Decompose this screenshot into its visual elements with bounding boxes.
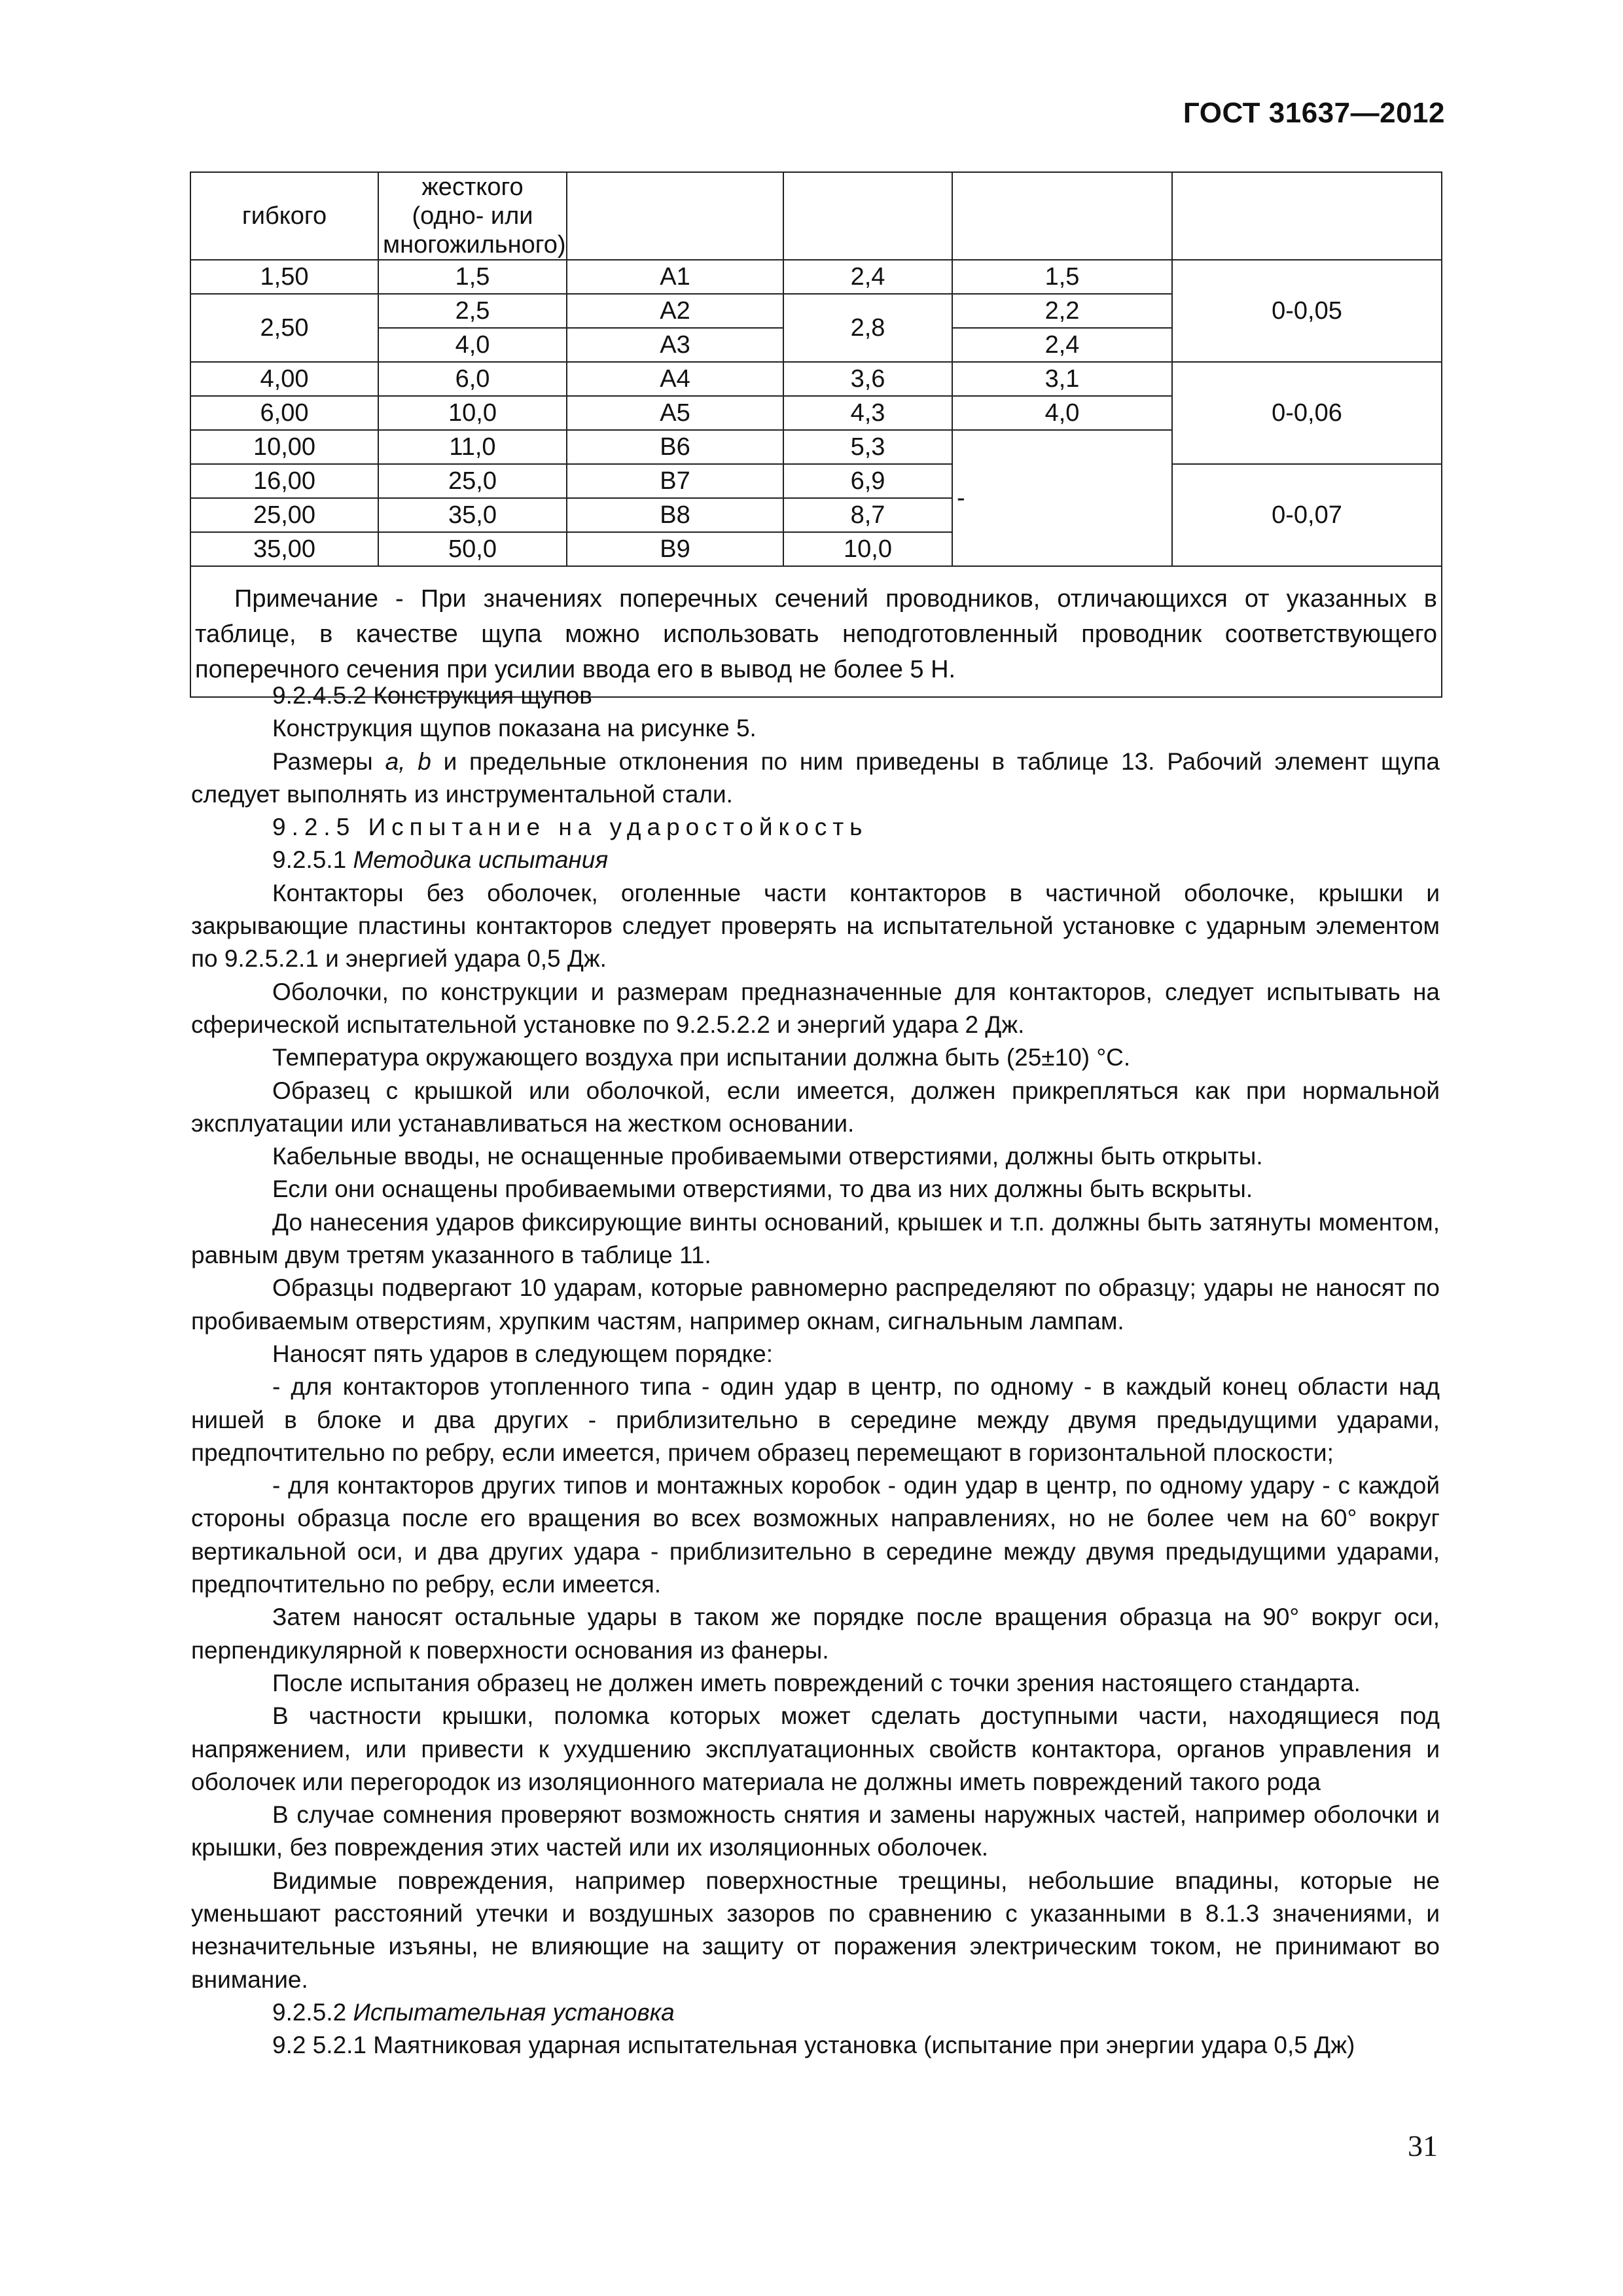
paragraph: - для контакторов утопленного типа - один удар в центр, по одному - в каждый конец области над нишей в блоке и два других - приблизительно в середине между двумя предыдущими ударами, предпочтительно по ребру, если имеется, причем образец перемещают в горизонтальной плоскости; <box>191 1373 1440 1466</box>
header-empty <box>1172 172 1442 260</box>
tolerance-cell: 0-0,06 <box>1172 362 1442 464</box>
table-cell: В9 <box>567 532 783 566</box>
subsection-heading <box>191 1996 1440 2029</box>
subsection-heading <box>191 844 1440 876</box>
table-cell: 6,00 <box>190 396 378 430</box>
paragraph: Контакторы без оболочек, оголенные части контакторов в частичной оболочке, крышки и закрывающие пластины контакторов следует проверять на испытательной установке с ударным элементом по 9.2.5.2.1 и энергией удара 0,5 Дж. <box>191 879 1440 973</box>
table-cell: 10,00 <box>190 430 378 464</box>
dash-cell: - <box>952 430 1172 566</box>
table-cell: 2,8 <box>783 294 952 362</box>
header-empty <box>567 172 783 260</box>
table-cell: 4,0 <box>378 328 567 362</box>
tolerance-cell: 0-0,05 <box>1172 260 1442 362</box>
table-cell: 10,0 <box>378 396 567 430</box>
table-cell: 1,50 <box>190 260 378 294</box>
italic-text: Испытательная установка <box>353 1998 675 2026</box>
document-body <box>191 679 1440 2062</box>
table-row <box>190 260 1442 294</box>
table-cell: 35,00 <box>190 532 378 566</box>
table-cell: В6 <box>567 430 783 464</box>
paragraph: Видимые повреждения, например поверхностные трещины, небольшие впадины, которые не уменьшают расстояний утечки и воздушных зазоров по сравнению с указанными в 8.1.3 значениями, и незначительные изъяны, не влияющие на защиту от поражения электрическим током, не принимают во внимание. <box>191 1867 1440 1993</box>
table-cell: 11,0 <box>378 430 567 464</box>
table-cell: 3,1 <box>952 362 1172 396</box>
table-cell: 16,00 <box>190 464 378 498</box>
table-row <box>190 464 1442 498</box>
table-cell: А1 <box>567 260 783 294</box>
text-run: и предельные отклонения по ним приведены в таблице 13. Рабочий элемент щупа следует выполнять из инструментальной стали. <box>191 747 1440 808</box>
paragraph: 9.2 5.2.1 Маятниковая ударная испытательная установка (испытание при энергии удара 0,5 Дж) <box>272 2032 1355 2059</box>
table-cell: 8,7 <box>783 498 952 532</box>
paragraph: Образец с крышкой или оболочкой, если имеется, должен прикрепляться как при нормальной эксплуатации или устанавливаться на жестком основании. <box>191 1077 1440 1137</box>
paragraph: Затем наносят остальные удары в таком же порядке после вращения образца на 90° вокруг оси, перпендикулярной к поверхности основания из фанеры. <box>191 1604 1440 1664</box>
table-cell: 6,9 <box>783 464 952 498</box>
text-run: 9.2.5.2 <box>272 1998 353 2026</box>
table-cell: А3 <box>567 328 783 362</box>
paragraph: Температура окружающего воздуха при испытании должна быть (25±10) °С. <box>272 1044 1131 1071</box>
table-cell: 4,00 <box>190 362 378 396</box>
table-cell: 1,5 <box>378 260 567 294</box>
header-empty <box>952 172 1172 260</box>
table-cell: А5 <box>567 396 783 430</box>
paragraph: Если они оснащены пробиваемыми отверстиями, то два из них должны быть вскрыты. <box>272 1175 1253 1203</box>
paragraph: Кабельные вводы, не оснащенные пробиваемыми отверстиями, должны быть открыты. <box>272 1143 1263 1170</box>
italic-text: a, b <box>385 747 431 775</box>
table-cell: 25,00 <box>190 498 378 532</box>
page-number: 31 <box>1408 2129 1438 2162</box>
table-cell: 35,0 <box>378 498 567 532</box>
table-note: Примечание - При значениях поперечных сечений проводников, отличающихся от указанных в таблице, в качестве щупа можно использовать неподготовленный проводник соответствующего поперечного сечения при усилии ввода его в вывод не более 5 Н. <box>190 566 1442 697</box>
header-rigid: жесткого (одно- или многожильного) <box>378 172 567 260</box>
paragraph: 9.2.4.5.2 Конструкция щупов <box>272 682 592 709</box>
table-cell: 2,4 <box>783 260 952 294</box>
paragraph: Конструкция щупов показана на рисунке 5. <box>272 715 757 742</box>
paragraph: В частности крышки, поломка которых может сделать доступными части, находящиеся под напряжением, или привести к ухудшению эксплуатационных свойств контактора, органов управления и оболочек или перегородок из изоляционного материала не должны иметь повреждений такого рода <box>191 1702 1440 1795</box>
tolerance-cell: 0-0,07 <box>1172 464 1442 566</box>
table-header-row <box>190 172 1442 260</box>
text-run: Размеры <box>272 747 385 775</box>
table-row <box>190 362 1442 396</box>
header-flexible: гибкого <box>190 172 378 260</box>
table-cell: 3,6 <box>783 362 952 396</box>
paragraph: После испытания образец не должен иметь повреждений с точки зрения настоящего стандарта. <box>272 1669 1361 1696</box>
table-cell: 2,50 <box>190 294 378 362</box>
table-cell: 6,0 <box>378 362 567 396</box>
italic-text: Методика испытания <box>353 846 609 874</box>
text-run: 9.2.5.1 <box>272 846 353 874</box>
table-cell: В7 <box>567 464 783 498</box>
probe-dimensions-table <box>190 171 1442 698</box>
paragraph: До нанесения ударов фиксирующие винты оснований, крышек и т.п. должны быть затянуты моментом, равным двум третям указанного в таблице 11. <box>191 1208 1440 1269</box>
table-cell: 10,0 <box>783 532 952 566</box>
table-cell: 50,0 <box>378 532 567 566</box>
table-cell: 2,5 <box>378 294 567 328</box>
paragraph: Оболочки, по конструкции и размерам предназначенные для контакторов, следует испытывать на сферической испытательной установке по 9.2.5.2.2 и энергий удара 2 Дж. <box>191 978 1440 1038</box>
paragraph: Наносят пять ударов в следующем порядке: <box>272 1340 773 1367</box>
paragraph: В случае сомнения проверяют возможность снятия и замены наружных частей, например оболочки и крышки, без повреждения этих частей или их изоляционных оболочек. <box>191 1801 1440 1861</box>
table-cell: А4 <box>567 362 783 396</box>
paragraph: Образцы подвергают 10 ударам, которые равномерно распределяют по образцу; удары не наносят по пробиваемым отверстиям, хрупким частям, например окнам, сигнальным лампам. <box>191 1274 1440 1335</box>
table-cell: 4,3 <box>783 396 952 430</box>
table-note-row <box>190 566 1442 697</box>
paragraph <box>191 745 1440 812</box>
table-cell: 2,2 <box>952 294 1172 328</box>
table-cell: 2,4 <box>952 328 1172 362</box>
table-cell: 5,3 <box>783 430 952 464</box>
paragraph: - для контакторов других типов и монтажных коробок - один удар в центр, по одному удару - с каждой стороны образца после его вращения во всех возможных направлениях, но не более чем на 60° вокруг вертикальной оси, и два других удара - приблизительно в середине между двумя предыдущими ударами, предпочтительно по ребру, если имеется. <box>191 1472 1440 1598</box>
table-cell: А2 <box>567 294 783 328</box>
table-cell: В8 <box>567 498 783 532</box>
table-cell: 1,5 <box>952 260 1172 294</box>
document-code: ГОСТ 31637—2012 <box>1183 97 1445 129</box>
table-cell: 4,0 <box>952 396 1172 430</box>
section-heading: 9.2.5 Испытание на ударостойкость <box>272 814 868 841</box>
header-empty <box>783 172 952 260</box>
table-cell: 25,0 <box>378 464 567 498</box>
